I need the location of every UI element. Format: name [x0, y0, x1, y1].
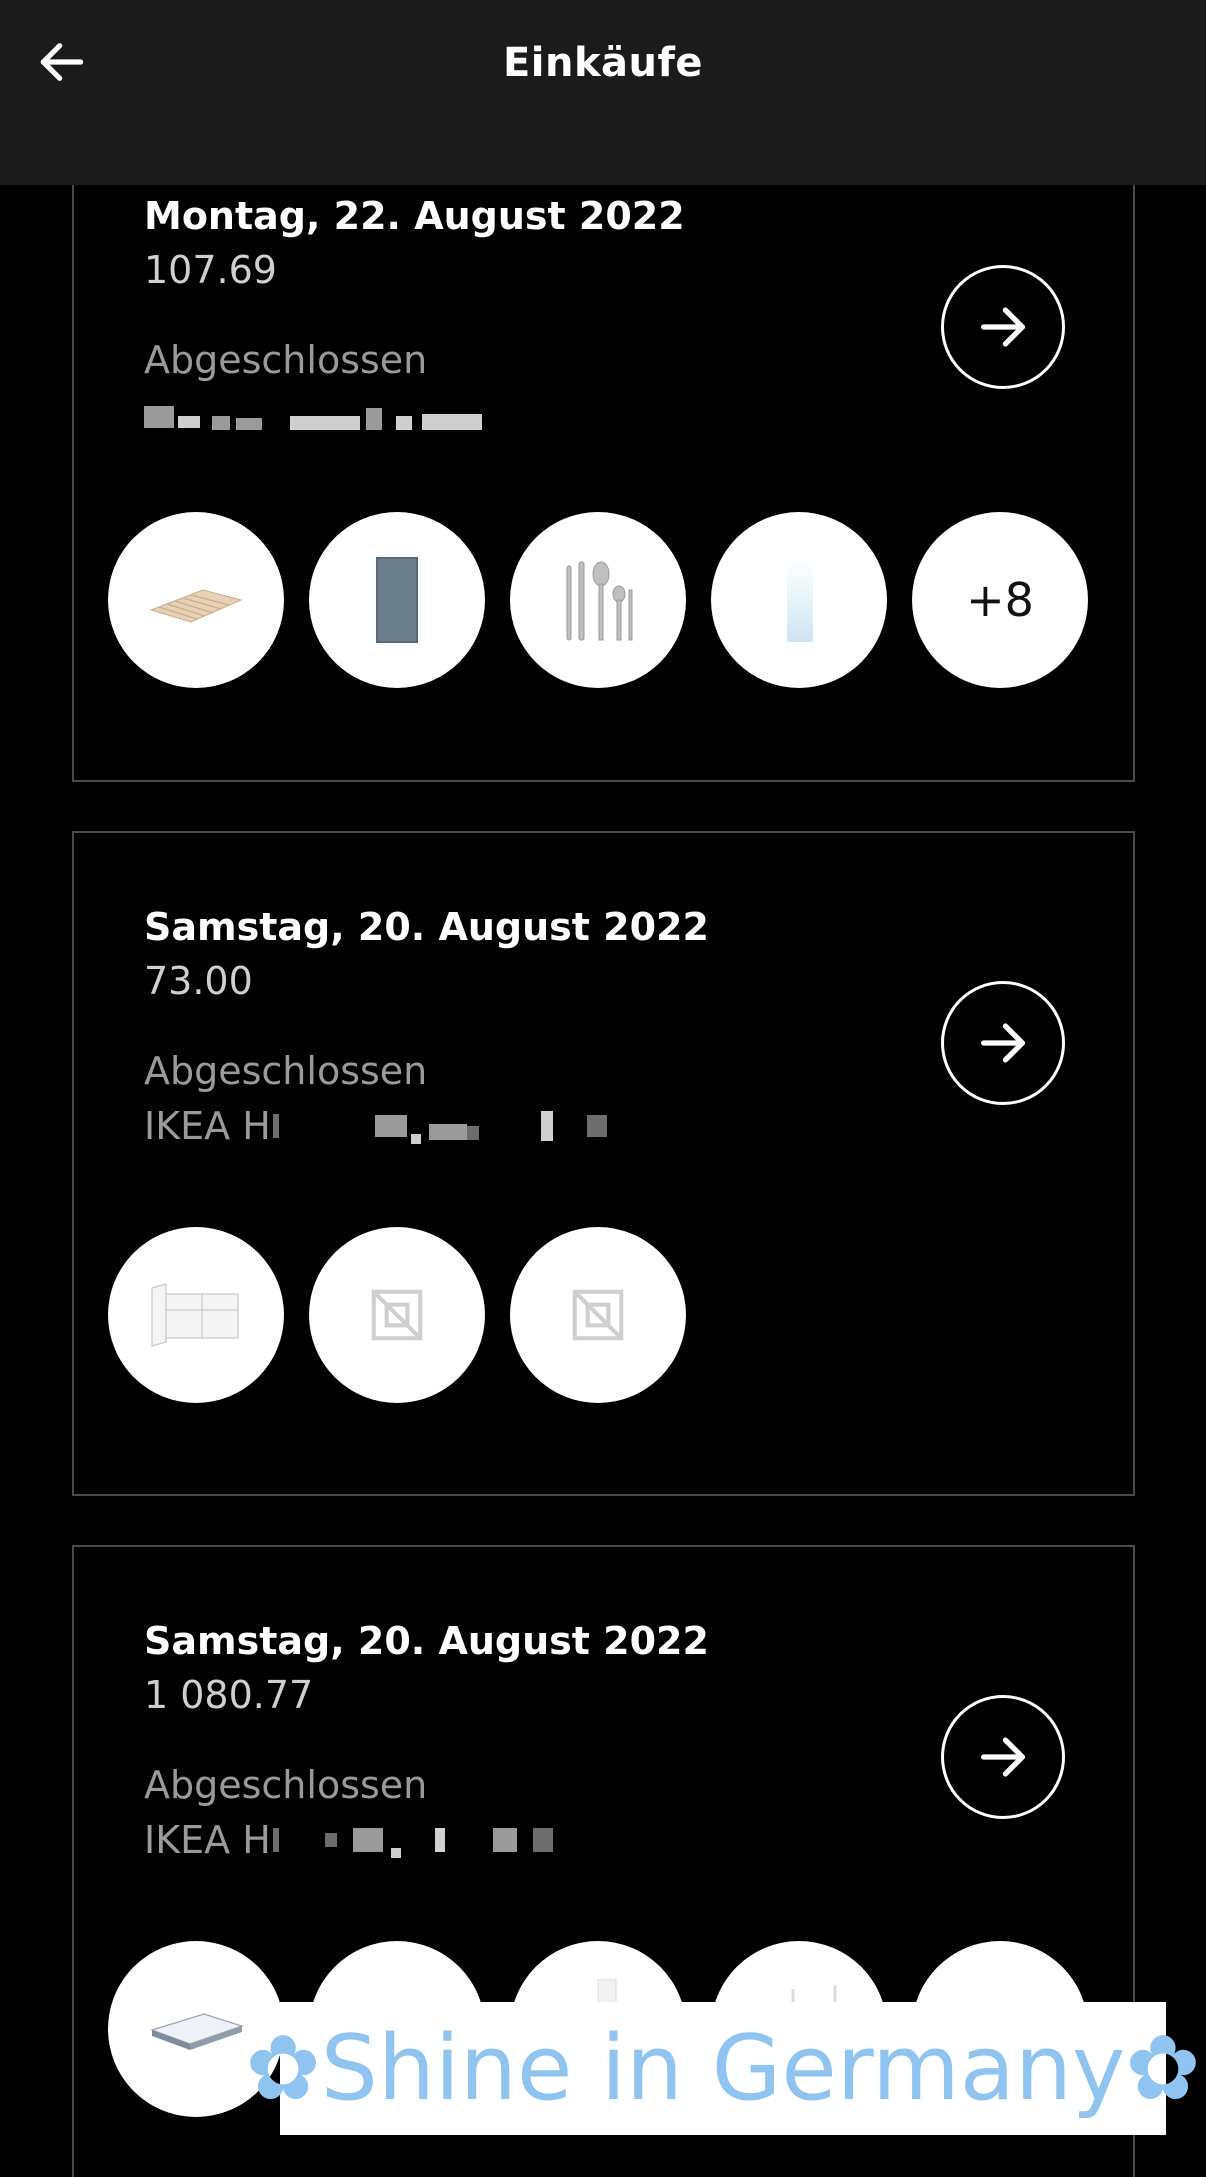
arrow-right-icon: [974, 1728, 1032, 1786]
arrow-right-icon: [974, 1014, 1032, 1072]
purchase-amount: 1 080.77: [144, 1673, 314, 1717]
no-image-icon: [567, 1284, 629, 1346]
purchase-store-redacted: [144, 394, 482, 434]
product-thumbnail[interactable]: [108, 512, 284, 688]
purchase-status: Abgeschlossen: [144, 338, 428, 382]
open-purchase-button[interactable]: [941, 265, 1065, 389]
product-thumbnail[interactable]: [510, 1227, 686, 1403]
purchase-card[interactable]: [72, 120, 1135, 782]
purchase-store-redacted: [144, 1817, 553, 1863]
product-thumbnail[interactable]: [309, 1227, 485, 1403]
purchase-status: Abgeschlossen: [144, 1763, 428, 1807]
more-count: +8: [966, 573, 1034, 627]
white-shelf-unit-image: [146, 1280, 246, 1350]
purchase-amount: 73.00: [144, 959, 253, 1003]
product-thumbnail[interactable]: [108, 1227, 284, 1403]
page-title: Einkäufe: [502, 40, 704, 86]
product-thumbnails: [108, 512, 1088, 688]
no-image-icon: [366, 1284, 428, 1346]
open-purchase-button[interactable]: [941, 1695, 1065, 1819]
product-thumbnail[interactable]: [309, 512, 485, 688]
more-products-badge[interactable]: [912, 512, 1088, 688]
glass-vase-image: [779, 550, 819, 650]
arrow-right-icon: [974, 298, 1032, 356]
purchase-store-redacted: [144, 1103, 607, 1149]
purchase-store: IKEA H: [144, 1104, 271, 1148]
grey-rug-image: [367, 550, 427, 650]
product-thumbnail[interactable]: [510, 512, 686, 688]
purchase-amount: 107.69: [144, 248, 277, 292]
purchase-date: Montag, 22. August 2022: [144, 194, 685, 238]
slatted-bed-base-image: [141, 570, 251, 630]
cutlery-set-image: [553, 550, 643, 650]
watermark-banner: [245, 2002, 1201, 2135]
purchase-store: IKEA H: [144, 1818, 271, 1862]
purchase-date: Samstag, 20. August 2022: [144, 905, 709, 949]
product-thumbnails: [108, 1227, 686, 1403]
purchase-status: Abgeschlossen: [144, 1049, 428, 1093]
watermark-text: ✿Shine in Germany✿: [245, 2016, 1201, 2121]
purchase-card[interactable]: [72, 831, 1135, 1496]
mattress-image: [146, 2004, 246, 2054]
product-thumbnail[interactable]: [711, 512, 887, 688]
app-bar: [0, 0, 1206, 185]
purchase-date: Samstag, 20. August 2022: [144, 1619, 709, 1663]
open-purchase-button[interactable]: [941, 981, 1065, 1105]
